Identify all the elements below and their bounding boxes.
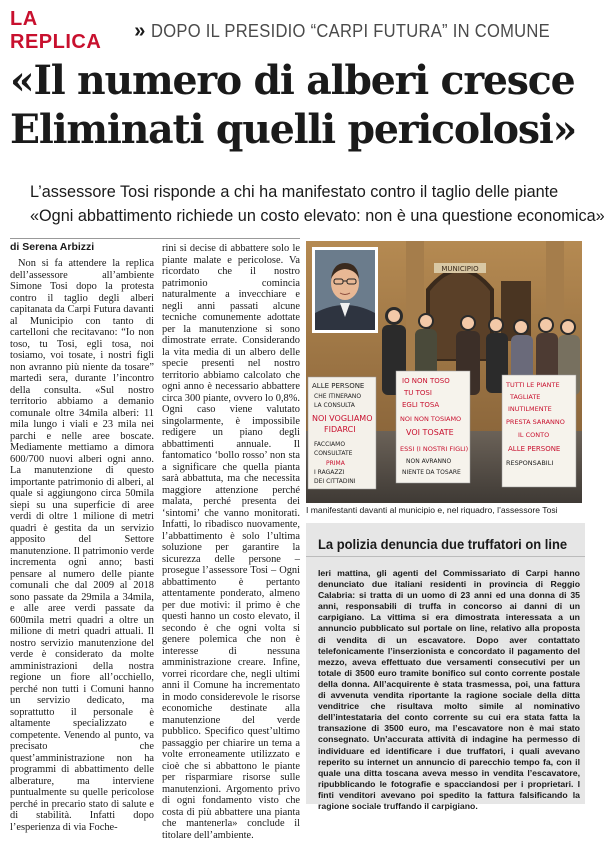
photo-caption: I manifestanti davanti al municipio e, nel riquadro, l’assessore Tosi	[306, 505, 558, 515]
article-column-1: Non si fa attendere la replica dell’assessore all’ambiente Simone Tosi dopo la protesta contro il taglio degli alberi capitanata da Carpi Futura davanti al Municipio con tanto di cartelloni che recitavano: “Io non toso, tu Tosi, egli tosa, noi tosiamo, voi tosate, i nostri figli non avranno più niente da tosare” martedì sera, durante l’incontro della consulta. «Sul nostro territorio abbiamo a demanio comunale oltre 34mila alberi: 11 mila lungo i viali e 23 mila nei parchi e nelle aree boscate. Mediamente mettiamo a dimora 600/700 nuovi alberi ogni anno. La manutenzione di questo importante patrimonio di alberi, al quale si aggiungono circa 50mila siepi su una superficie di aree verdi di oltre 1 milione di metri quadri è gestita da un servizio apposito del Settore manutenzione. Il patrimonio verde incrementa ogni anno; basti pensare al numero delle piante comunali che dal 2009 al 2018 sono passate da 29mila a 34mila, e alle aree verdi passate da 600mila metri quadri a oltre un milione di metri quadri attuali. Il nostro servizio manutenzione del verde è considerato da molte amministrazioni della nostra regione un fiore all’occhiello, perché non tutti i Comuni hanno un servizio dedicato, ma soprattutto il personale è altamente specializzato e competente. Venendo al punto, va precisato che quest’amministrazione non ha programmi di abbattimento delle alberature, ma interviene puntualmente su quelle pericolose perché in precario stato di salute e di stabilità. Infatti dopo l’esperienza di via Foche-	[10, 258, 154, 833]
deck	[30, 180, 605, 228]
protest-sign-2	[396, 371, 470, 483]
kicker-chevrons: »	[134, 19, 146, 42]
sidebar-box	[306, 523, 585, 811]
svg-text:TUTTI LE PIANTE TAGLIA: TUTTI LE PIANTE TAGLIATE INUTILMENTE PRESTA SARANNO IL CONTO ALLE PERSONE RESPONSABILI	[506, 381, 565, 467]
sidebar-title-wrap	[306, 523, 585, 557]
inset-portrait	[312, 247, 378, 333]
deck-line-2: «Ogni abbattimento richiede un costo elevato: non è una questione economica»	[30, 207, 605, 225]
headline-line-1: «Il numero di alberi cresce	[10, 57, 575, 104]
municipio-sign: MUNICIPIO	[441, 265, 479, 273]
kicker-tag: LA REPLICA	[10, 8, 102, 53]
kicker	[10, 8, 585, 53]
svg-text:IO NON TOSO TU TOSI: IO NON TOSO TU TOSI EGLI TOSA NOI NON TOSIAMO VOI TOSATE ESSI (I NOSTRI FIGLI) NON AVRANNO NIENTE DA TOSARE	[400, 377, 469, 476]
protest-photo-illustration	[306, 241, 582, 503]
article-column-2: rini si decise di abbattere solo le piante malate e pericolose. Va ricordato che il nostro patrimonio comincia naturalmente a invecchiare e negli anni passati alcune tecniche comunemente adottate per la manutenzione si sono dimostrate errate. Considerando la vita media di un albero delle specie presenti nel nostro territorio abbiamo calcolato che ogni anno è necessario abbattere circa 300 piante, ovvero lo 0,8%. Ogni caso viene valutato singolarmente, è impossibile redigere un piano degli abbattimenti annuale. Il fantomatico ‘bollo rosso’ non sta a significare che quella pianta sarà abbattuta, ma che necessita maggiore attenzione perché malata, perché presenta dei ‘sintomi’ che vanno monitorati. Infatti, lo ribadisco nuovamente, l’abbattimento è solo l’ultima soluzione per garantire la sicurezza delle persone – prosegue l’assessore Tosi – Ogni abbattimento è pertanto attentamente ponderato, almeno per due motivi: il primo è che questi hanno un costo elevato, il secondo è che ogni volta si genere polemica che non è interesse di nessuna amministrazione creare. Infine, vorrei ricordare che, negli ultimi anni il Comune ha incrementato in modo considerevole le risorse economiche destinate alla manutenzione del verde pubblico. Specifico quest’ultimo passaggio per chiarire un tema a volte erroneamente utilizzato e cioè che si abbattono le piante per risparmiare risorse sulle manutenzioni. Argomento privo di ogni fondamento visto che costa di più abbattere una pianta che mantenerla» conclude il titolare dell’ambiente.	[162, 243, 300, 841]
headline	[10, 56, 585, 154]
kicker-subtitle: DOPO IL PRESIDIO “CARPI FUTURA” IN COMUNE	[151, 20, 551, 41]
deck-line-1: L’assessore Tosi risponde a chi ha manifestato contro il taglio delle piante	[30, 183, 559, 201]
byline-rule	[10, 238, 300, 239]
byline: di Serena Arbizzi	[10, 241, 95, 253]
protest-sign-3	[502, 375, 576, 487]
protest-sign-1	[308, 377, 376, 489]
protest-photo	[306, 241, 582, 503]
headline-line-2: Eliminati quelli pericolosi»	[10, 106, 577, 153]
sidebar-title: La polizia denuncia due truffatori on line	[318, 537, 568, 552]
svg-text:ALLE PERSONE CHE ITINE: ALLE PERSONE CHE ITINERANO LA CONSULTA NOI VOGLIAMO FIDARCI FACCIAMO CONSULTATE PRIMA I RAGAZZI DEI CITTADINI	[312, 382, 373, 485]
sidebar-body: Ieri mattina, gli agenti del Commissariato di Carpi hanno denunciato due italiani residenti in provincia di Reggio Calabria: si tratta di un uomo di 23 anni ed una donna di 35 anni, responsabili di truffa in concorso ai danni di un carpigiano. La vittima si era dimostrata interessata a un annuncio pubblicato sul portale on line, relativo alla proposta di vendita di un escavatore. Dopo aver contattato telefonicamente l’inserzionista e concordato il pagamento del mezzo, aveva effettuato due versamenti consecutivi per un totale di 3500 euro tramite bonifico sul conto corrente postale della donna. All’acquirente è stata trasmessa, poi, una fattura di avvenuta vendita riportante la ragione sociale della ditta venditrice che risultava molto simile al nominativo dell’intestataria del conto corrente su cui era stata fatta la transazione di 3500 euro, ma l’escavatore non è mai stato consegnato. Un’accurata attività di indagine ha permesso di individuare ed identificare i due truffatori, i quali avevano reperito su internet un annuncio di parecchio tempo fa, con il quale una ditta toscana aveva messo in vendita l’escavatore, ripubblicando le fotografie e spacciandosi per i proprietari. I finti venditori avevano poi spedito la fattura falsificando la ragione sociale truffando il carpigiano.	[318, 568, 580, 811]
